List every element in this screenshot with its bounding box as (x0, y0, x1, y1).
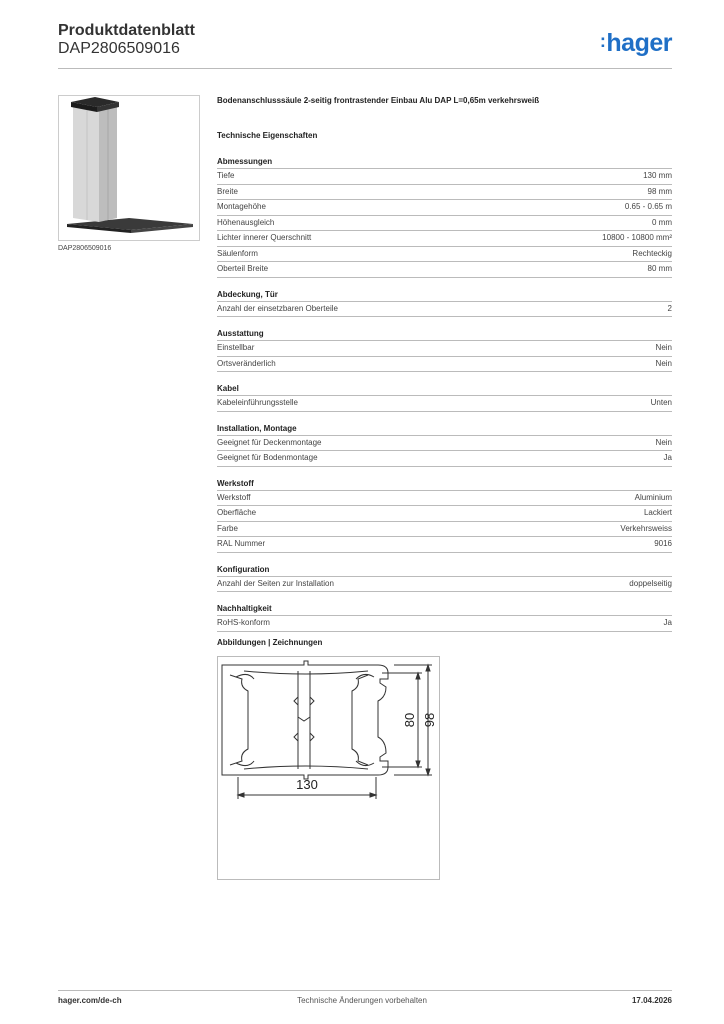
spec-label: Oberteil Breite (217, 264, 269, 273)
spec-label: Werkstoff (217, 492, 251, 502)
section-title: Installation, Montage (217, 422, 672, 436)
dim-width-label: 130 (296, 777, 318, 792)
spec-value: Rechteckig (632, 248, 672, 258)
spec-row (217, 451, 672, 467)
spec-row (217, 522, 672, 538)
spec-row (217, 577, 672, 593)
dim-inner-label: 80 (402, 712, 417, 728)
spec-value: 0.65 - 0.65 m (624, 202, 672, 211)
section-title: Konfiguration (217, 563, 672, 577)
section-title: Werkstoff (217, 477, 672, 491)
spec-label: Kabeleinführungsstelle (217, 398, 298, 407)
spec-sections (217, 155, 672, 632)
spec-value: 130 mm (643, 171, 672, 180)
tech-properties-heading: Technische Eigenschaften (217, 131, 318, 140)
spec-label: Einstellbar (217, 343, 255, 352)
cross-section-drawing (217, 656, 440, 880)
footer-website-link[interactable]: hager.com/de-ch (58, 996, 122, 1005)
product-image (58, 95, 200, 241)
spec-row (217, 216, 672, 232)
spec-label: RAL Nummer (217, 539, 266, 548)
spec-value: 80 mm (647, 264, 672, 273)
spec-value: doppelseitig (629, 578, 672, 588)
spec-row (217, 506, 672, 522)
section-title: Abmessungen (217, 155, 672, 169)
spec-label: Geeignet für Deckenmontage (217, 437, 322, 447)
profile-svg (218, 657, 439, 879)
spec-row (217, 262, 672, 278)
spec-row (217, 200, 672, 216)
footer-divider (58, 990, 672, 991)
image-caption: DAP2806509016 (58, 245, 112, 252)
section-title: Nachhaltigkeit (217, 602, 672, 616)
spec-label: Farbe (217, 523, 238, 533)
spec-value: Nein (655, 343, 672, 352)
spec-value: Ja (663, 453, 672, 462)
drawings-heading: Abbildungen | Zeichnungen (217, 638, 323, 647)
spec-label: Lichter innerer Querschnitt (217, 233, 312, 242)
spec-row (217, 247, 672, 263)
header-divider (58, 68, 672, 69)
spec-row (217, 616, 672, 632)
spec-row (217, 169, 672, 185)
spec-value: 9016 (654, 539, 672, 548)
spec-label: RoHS-konform (217, 618, 270, 627)
spec-label: Ortsveränderlich (217, 358, 276, 368)
spec-section (217, 422, 672, 467)
spec-row (217, 231, 672, 247)
spec-label: Tiefe (217, 171, 235, 180)
spec-row (217, 436, 672, 452)
spec-row (217, 491, 672, 507)
section-title: Abdeckung, Tür (217, 288, 672, 302)
spec-row (217, 302, 672, 318)
spec-value: 0 mm (652, 217, 672, 227)
spec-section (217, 327, 672, 372)
spec-label: Oberfläche (217, 508, 257, 517)
spec-row (217, 185, 672, 201)
spec-section (217, 602, 672, 632)
footer-date: 17.04.2026 (631, 996, 672, 1005)
spec-section (217, 382, 672, 412)
spec-section (217, 563, 672, 593)
spec-row (217, 357, 672, 373)
spec-value: 98 mm (647, 186, 672, 196)
section-title: Kabel (217, 382, 672, 396)
spec-value: Aluminium (634, 492, 672, 502)
spec-section (217, 288, 672, 318)
spec-value: Lackiert (643, 508, 672, 517)
spec-value: 10800 - 10800 mm² (602, 233, 672, 242)
spec-value: Unten (650, 398, 672, 407)
spec-label: Säulenform (217, 248, 258, 258)
spec-label: Anzahl der Seiten zur Installation (217, 578, 334, 588)
spec-section (217, 155, 672, 278)
spec-value: 2 (667, 303, 672, 313)
hager-logo: :hager (599, 29, 672, 57)
product-code: DAP2806509016 (58, 40, 180, 57)
spec-value: Verkehrsweiss (620, 523, 672, 533)
product-description: Bodenanschlusssäule 2-seitig frontrastender Einbau Alu DAP L=0,65m verkehrsweiß (217, 96, 540, 105)
page-title: Produktdatenblatt (58, 22, 195, 39)
spec-label: Breite (217, 186, 238, 196)
dim-outer-label: 98 (422, 712, 437, 728)
spec-label: Montagehöhe (217, 202, 266, 211)
spec-row (217, 537, 672, 553)
spec-section (217, 477, 672, 553)
spec-label: Geeignet für Bodenmontage (217, 453, 318, 462)
spec-value: Nein (655, 358, 672, 368)
spec-value: Nein (655, 437, 672, 447)
spec-value: Ja (663, 618, 672, 627)
spec-row (217, 396, 672, 412)
section-title: Ausstattung (217, 327, 672, 341)
spec-label: Anzahl der einsetzbaren Oberteile (217, 303, 338, 313)
spec-panel (217, 96, 672, 642)
spec-row (217, 341, 672, 357)
spec-label: Höhenausgleich (217, 217, 275, 227)
footer-disclaimer: Technische Änderungen vorbehalten (297, 996, 427, 1005)
